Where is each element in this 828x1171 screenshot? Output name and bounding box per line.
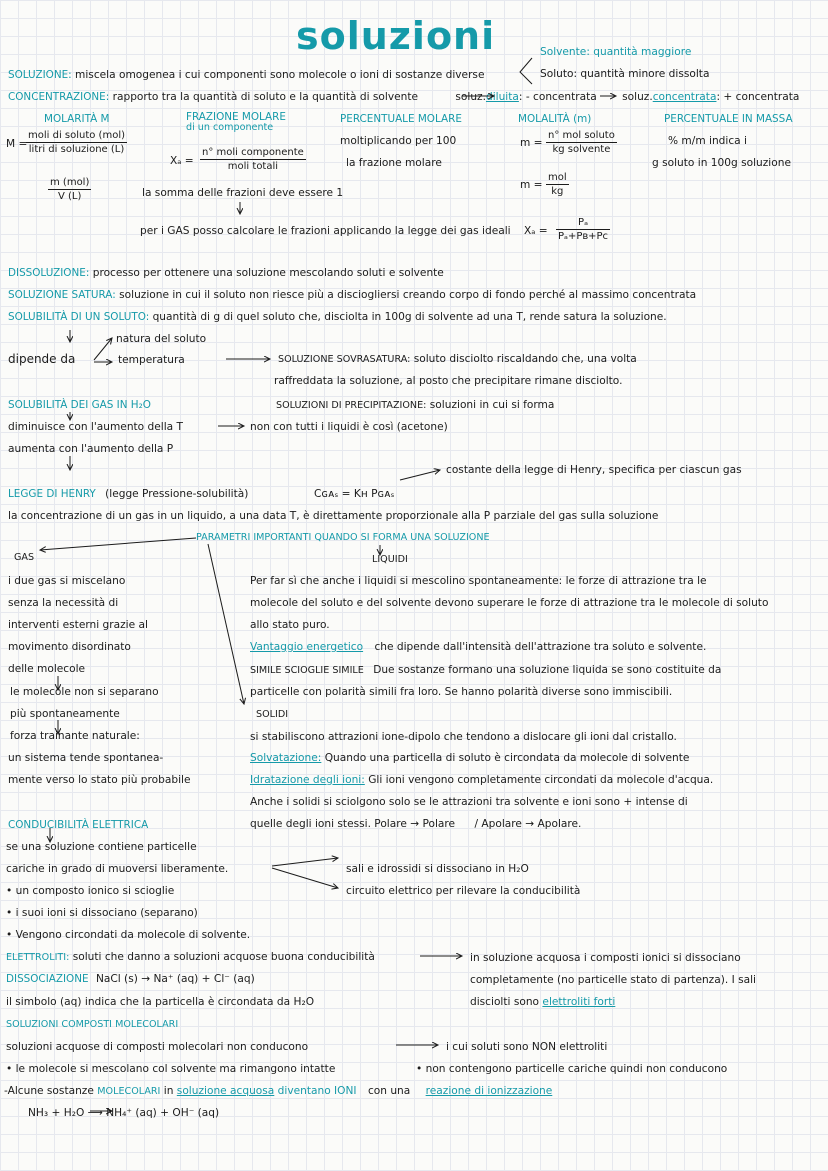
temperatura: temperatura <box>118 354 185 366</box>
ionici-line1: in soluzione acquosa i composti ionici si dissociano <box>470 952 741 964</box>
parametri-gas-arrow <box>40 538 196 550</box>
satura-label: SOLUZIONE SATURA: <box>8 289 116 301</box>
vantaggio-def: che dipende dall'intensità dell'attrazione tra soluto e solvente. <box>374 641 707 653</box>
gas-line: i due gas si miscelano <box>8 575 126 587</box>
simile-def2: particelle con polarità simili fra loro. Se hanno polarità diverse sono immiscibili. <box>250 686 673 698</box>
cond-line: cariche in grado di muoversi liberamente. <box>6 863 229 875</box>
gas-line: un sistema tende spontanea- <box>8 752 164 764</box>
solvatazione-def: Quando una particella di soluto è circondata da molecole di solvente <box>324 752 690 764</box>
perc-massa-line1: % m/m indica i <box>668 135 747 147</box>
solvente-line: Solvente: quantità maggiore <box>540 46 692 58</box>
molarita-fraction-2: m (mol) V (L) <box>50 177 90 202</box>
liquidi-head: LIQUIDI <box>372 554 408 565</box>
gas-ideali-line: per i GAS posso calcolare le frazioni applicando la legge dei gas ideali <box>140 225 511 237</box>
cond-bullet: • Vengono circondati da molecole di solvente. <box>6 929 251 941</box>
simile-def: Due sostanze formano una soluzione liquida se sono costituite da <box>373 664 722 676</box>
gas-line: le molecole non si separano <box>10 686 159 698</box>
idratazione-def: Gli ioni vengono completamente circondati da molecole d'acqua. <box>368 774 714 786</box>
sovrasatura-def1: soluto disciolto riscaldando che, una volta <box>413 353 637 365</box>
gas-head: GAS <box>14 552 35 563</box>
henry-equation: Cɢᴀₛ = Kʜ Pɢᴀₛ <box>314 488 395 500</box>
molalita-eq2: m = <box>520 179 543 191</box>
perc-molare-line1: moltiplicando per 100 <box>340 135 457 147</box>
molarita-fraction: moli di soluto (mol) litri di soluzione (L) <box>28 130 126 155</box>
quelle-ioni: quelle degli ioni stessi. Polare → Polare / Apolare → Apolare. <box>250 818 582 830</box>
elettroliti-label: ELETTROLITI: <box>6 952 70 963</box>
satura-def: soluzione in cui il soluto non riesce più a disciogliersi creando corpo di fondo perché al massimo concentrata <box>119 289 697 301</box>
gas-line: interventi esterni grazie al <box>8 619 148 631</box>
costante-arrow <box>400 470 440 480</box>
alcune-row: -Alcune sostanze MOLECOLARI in soluzione acquosa diventano IONI con una reazione di ionizzazione <box>4 1085 553 1097</box>
parametri-head: PARAMETRI IMPORTANTI QUANDO SI FORMA UNA SOLUZIONE <box>196 532 490 543</box>
nh3-equation: NH₃ + H₂O ⟶ NH₄⁺ (aq) + OH⁻ (aq) <box>28 1107 220 1119</box>
frazione-sub: di un componente <box>186 122 274 133</box>
henry-paren: (legge Pressione-solubilità) <box>105 488 249 500</box>
molecole-bullet: • le molecole si mescolano col solvente ma rimangono intatte <box>6 1063 336 1075</box>
cond-line: se una soluzione contiene particelle <box>6 841 197 853</box>
molarita-eq: M = <box>6 138 28 150</box>
molecolari-label: SOLUZIONI COMPOSTI MOLECOLARI <box>6 1019 179 1030</box>
conducibilita-label: CONDUCIBILITÀ ELETTRICA <box>8 819 149 831</box>
circuito: circuito elettrico per rilevare la conducibilità <box>346 885 581 897</box>
sovrasatura-label: SOLUZIONE SOVRASATURA: <box>278 354 411 365</box>
parametri-solidi-arrow <box>208 544 244 704</box>
aumenta: aumenta con l'aumento della P <box>8 443 174 455</box>
aq-note: il simbolo (aq) indica che la particella è circondata da H₂O <box>6 996 315 1008</box>
solubilita-def: quantità di g di quel soluto che, disciolta in 100g di solvente ad una T, rende satura la soluzione. <box>152 311 667 323</box>
soluto-line: Soluto: quantità minore dissolta <box>540 68 710 80</box>
concentrazione-row: CONCENTRAZIONE: rapporto tra la quantità di soluto e la quantità di solvente soluz.diluita: - concentrata soluz.concentrata: + concentrata <box>8 91 800 103</box>
gas-xa: Xₐ = <box>524 225 548 237</box>
liquidi-line1: Per far sì che anche i liquidi si mescolino spontaneamente: le forze di attrazione tra le <box>250 575 707 587</box>
perc-massa-line2: g soluto in 100g soluzione <box>652 157 791 169</box>
elettroliti-forti: elettroliti forti <box>542 996 616 1008</box>
concentrata-term: concentrata <box>652 91 717 103</box>
page-title: soluzioni <box>296 14 496 58</box>
reazione-ionizzazione: reazione di ionizzazione <box>425 1085 553 1097</box>
dissociazione-eq: NaCl (s) → Na⁺ (aq) + Cl⁻ (aq) <box>95 973 255 985</box>
molalita-fraction-1: n° mol soluto kg solvente <box>548 130 615 155</box>
non-tutti: non con tutti i liquidi è così (acetone) <box>250 421 448 433</box>
dipende-branch-up <box>94 338 112 360</box>
cond-bullet: • i suoi ioni si dissociano (separano) <box>6 907 198 919</box>
apolare: / Apolare → Apolare. <box>474 818 582 830</box>
gas-line: senza la necessità di <box>8 597 119 609</box>
dissoluzione-def: processo per ottenere una soluzione mescolando soluti e solvente <box>92 267 444 279</box>
concentrazione-def: rapporto tra la quantità di soluto e la quantità di solvente <box>112 91 418 103</box>
gas-line: delle molecole <box>8 663 86 675</box>
gas-line: movimento disordinato <box>8 641 131 653</box>
soluzione-def: miscela omogenea i cui componenti sono molecole o ioni di sostanze diverse <box>75 69 485 81</box>
liquidi-line2: molecole del soluto e del solvente devono superare le forze di attrazione tra le molecole di soluto <box>250 597 769 609</box>
anche-solidi: Anche i solidi si sciolgono solo se le attrazioni tra solvente e ioni sono + intense di <box>250 796 688 808</box>
ionici-line3: disciolti sono elettroliti forti <box>470 996 616 1008</box>
precipitazione-label: SOLUZIONI DI PRECIPITAZIONE: <box>276 400 427 411</box>
molecolari-post: i cui soluti sono NON elettroliti <box>446 1041 608 1053</box>
solidi-label: SOLIDI <box>256 709 289 720</box>
cond-bullet: • un composto ionico si scioglie <box>6 885 175 897</box>
gas-line: mente verso lo stato più probabile <box>8 774 191 786</box>
sol-gas-label: SOLUBILITÀ DEI GAS IN H₂O <box>8 399 151 411</box>
idratazione-label: Idratazione degli ioni: <box>250 774 365 786</box>
diluita-term: diluita <box>485 91 519 103</box>
natura-soluto: natura del soluto <box>116 333 207 345</box>
concentrazione-label: CONCENTRAZIONE: <box>8 91 110 103</box>
molalita-fraction-2: mol kg <box>548 172 567 197</box>
dissociazione-label: DISSOCIAZIONE <box>6 973 89 985</box>
sali-idrossidi: sali e idrossidi si dissociano in H₂O <box>346 863 529 875</box>
soluzione-label: SOLUZIONE: <box>8 69 72 81</box>
solidi-def: si stabiliscono attrazioni ione-dipolo che tendono a dislocare gli ioni dal cristallo. <box>250 731 677 743</box>
gas-line: più spontaneamente <box>10 708 120 720</box>
gas-line: forza trainante naturale: <box>10 730 140 742</box>
cond-branch-up <box>272 858 338 866</box>
ionici-line2: completamente (no particelle stato di partenza). I sali <box>470 974 756 986</box>
dissoluzione-label: DISSOLUZIONE: <box>8 267 90 279</box>
molecolari-def: soluzioni acquose di composti molecolari non conducono <box>6 1041 309 1053</box>
frazione-head: FRAZIONE MOLARE <box>186 111 286 123</box>
simile-label: SIMILE SCIOGLIE SIMILE <box>250 665 364 676</box>
henry-def: la concentrazione di un gas in un liquido, a una data T, è direttamente proporzionale alla P parziale del gas sulla soluzione <box>8 510 659 522</box>
cond-branch-down <box>272 868 338 888</box>
frazione-xa: Xₐ = <box>170 155 194 167</box>
perc-massa-head: PERCENTUALE IN MASSA <box>664 113 793 125</box>
costante-henry: costante della legge di Henry, specifica per ciascun gas <box>446 464 742 476</box>
elettroliti-def: soluti che danno a soluzioni acquose buona conducibilità <box>72 951 375 963</box>
solvatazione-label: Solvatazione: <box>250 752 322 764</box>
diminuisce: diminuisce con l'aumento della T <box>8 421 183 433</box>
particelle-bullet: • non contengono particelle cariche quindi non conducono <box>416 1063 728 1075</box>
gas-fraction: $\frac{\text{Pₐ}}{\text{Pₐ+Pʙ+Pc}}$ <box>558 217 609 242</box>
frazione-note: la somma delle frazioni deve essere 1 <box>142 187 344 199</box>
precipitazione-def: soluzioni in cui si forma <box>429 399 555 411</box>
liquidi-line3: allo stato puro. <box>250 619 330 631</box>
molalita-head: MOLALITÀ (m) <box>518 113 592 125</box>
molalita-eq1: m = <box>520 137 543 149</box>
henry-label: LEGGE DI HENRY <box>8 488 96 500</box>
solvente-brace <box>520 58 532 84</box>
perc-molare-line2: la frazione molare <box>346 157 442 169</box>
solubilita-label: SOLUBILITÀ DI UN SOLUTO: <box>8 311 150 323</box>
sovrasatura-def2: raffreddata la soluzione, al posto che precipitare rimane disciolto. <box>274 375 623 387</box>
vantaggio-label: Vantaggio energetico <box>250 641 364 653</box>
molarita-head: MOLARITÀ M <box>44 113 110 125</box>
frazione-fraction: n° moli componente moli totali <box>202 147 304 172</box>
perc-molare-head: PERCENTUALE MOLARE <box>340 113 462 125</box>
dipende-da: dipende da <box>8 352 76 366</box>
